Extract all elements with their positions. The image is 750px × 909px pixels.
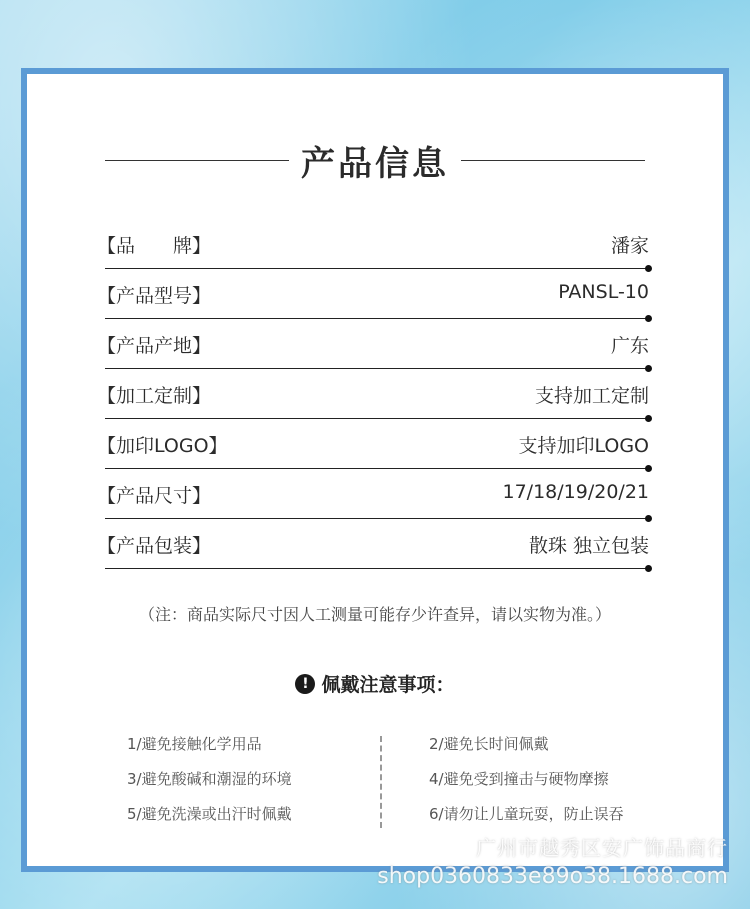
title-section xyxy=(105,140,645,184)
measurement-note: （注：商品实际尺寸因人工测量可能存少许查异，请以实物为准。） xyxy=(138,605,611,624)
tips-divider xyxy=(380,736,382,828)
product-info-card xyxy=(21,68,729,872)
tip-item: 1/避免接触化学用品 xyxy=(127,735,262,753)
tip-item: 2/避免长时间佩戴 xyxy=(429,735,549,753)
spec-label: 【产品包装】 xyxy=(97,535,212,557)
spec-row-customization xyxy=(97,369,649,419)
spec-row-logo xyxy=(97,419,649,469)
spec-list xyxy=(97,219,649,569)
caution-title: 佩戴注意事项： xyxy=(321,674,455,696)
spec-label: 【产品尺寸】 xyxy=(97,485,212,507)
tips-column-left xyxy=(127,734,367,839)
spec-rule xyxy=(105,568,649,570)
tip-item: 5/避免洗澡或出汗时佩戴 xyxy=(127,805,292,823)
tips-column-right xyxy=(429,734,669,839)
tip-item: 4/避免受到撞击与硬物摩擦 xyxy=(429,770,609,788)
spec-row-packaging xyxy=(97,519,649,569)
spec-label: 【加印LOGO】 xyxy=(97,435,228,457)
tip-item: 6/请勿让儿童玩耍，防止误吞 xyxy=(429,805,624,823)
spec-value: 支持加工定制 xyxy=(534,385,649,407)
spec-row-brand xyxy=(97,219,649,269)
spec-label: 【产品产地】 xyxy=(97,335,212,357)
spec-label: 【加工定制】 xyxy=(97,385,212,407)
spec-value: 17/18/19/20/21 xyxy=(502,481,649,503)
page-title: 产品信息 xyxy=(301,143,449,184)
spec-value: PANSL-10 xyxy=(558,281,649,303)
spec-value: 支持加印LOGO xyxy=(518,435,649,457)
spec-label: 【品 牌】 xyxy=(97,235,212,257)
care-tips xyxy=(127,734,647,830)
spec-value: 广东 xyxy=(610,335,649,357)
watermark-shop-name: 广州市越秀区安广饰品商行 xyxy=(476,836,728,860)
caution-header xyxy=(27,670,723,697)
spec-row-model xyxy=(97,269,649,319)
title-left-rule xyxy=(105,160,289,161)
rule-end-dot xyxy=(645,565,652,572)
warning-icon: ! xyxy=(295,674,315,694)
spec-value: 潘家 xyxy=(610,235,649,257)
spec-label: 【产品型号】 xyxy=(97,285,212,307)
spec-row-origin xyxy=(97,319,649,369)
title-right-rule xyxy=(461,160,645,161)
watermark-shop-url: shop0360833e89o38.1688.com xyxy=(377,864,728,889)
tip-item: 3/避免酸碱和潮湿的环境 xyxy=(127,770,292,788)
spec-value: 散珠 独立包装 xyxy=(528,535,649,557)
spec-row-size xyxy=(97,469,649,519)
